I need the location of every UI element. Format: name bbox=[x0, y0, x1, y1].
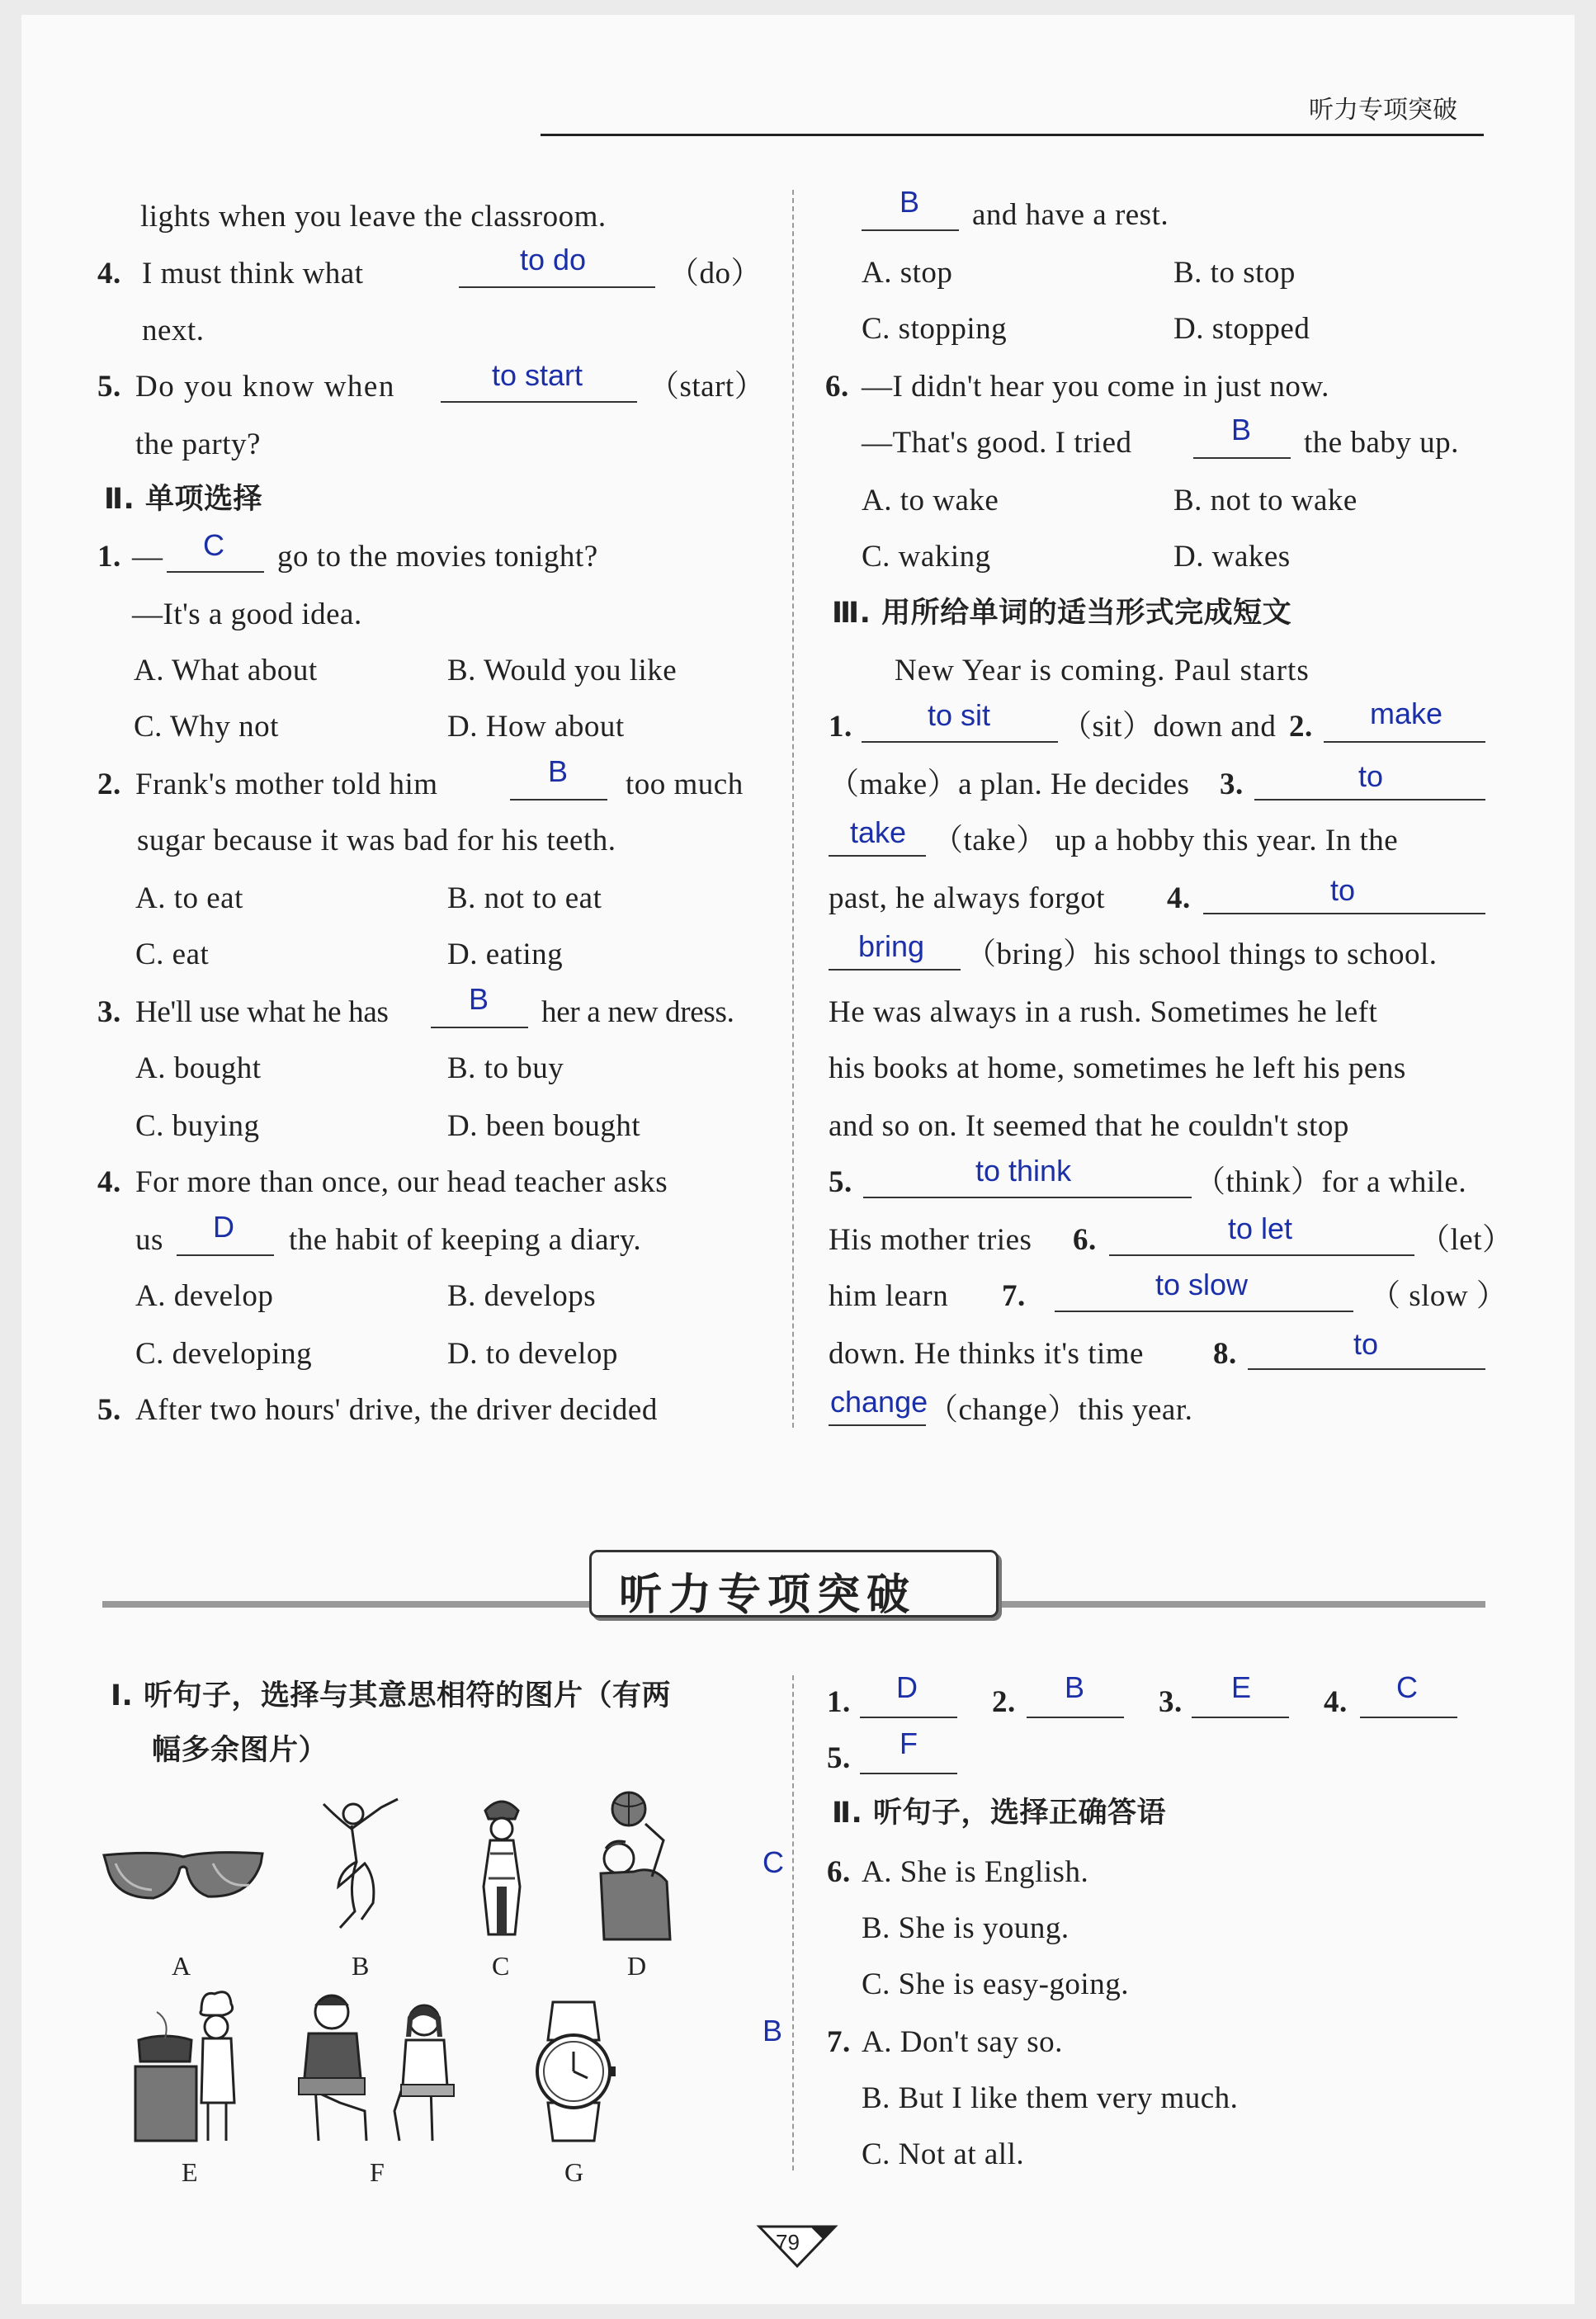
blank-line bbox=[1193, 457, 1291, 459]
dancer-icon bbox=[315, 1796, 406, 1936]
option: A. What about bbox=[134, 654, 318, 687]
picture-label: F bbox=[370, 2157, 385, 2187]
answer-text: to bbox=[1353, 1327, 1379, 1361]
question-text: After two hours' drive, the driver decided bbox=[135, 1393, 658, 1427]
q-number: 4. bbox=[97, 1165, 121, 1199]
blank-line bbox=[1324, 741, 1485, 743]
passage-text: （ slow ） bbox=[1370, 1279, 1508, 1313]
answer-text: D bbox=[213, 1210, 234, 1244]
question-text: too much bbox=[626, 767, 744, 801]
answer-text: take bbox=[850, 815, 907, 849]
answer-text: D bbox=[896, 1670, 918, 1704]
question-text: next. bbox=[142, 314, 205, 347]
picture-label: C bbox=[492, 1951, 510, 1981]
answer-text: C bbox=[763, 1845, 784, 1879]
question-text: Do you know when bbox=[135, 370, 395, 404]
q-number: 4. bbox=[97, 257, 121, 290]
passage-line: his books at home, sometimes he left his pens bbox=[829, 1051, 1406, 1085]
blank-number: 3. bbox=[1220, 767, 1244, 801]
option: D. How about bbox=[447, 710, 625, 744]
option: A. Don't say so. bbox=[862, 2025, 1063, 2059]
option: C. Why not bbox=[134, 710, 279, 744]
answer-text: F bbox=[900, 1726, 918, 1760]
page bbox=[21, 15, 1575, 2304]
question-text: For more than once, our head teacher asks bbox=[135, 1165, 668, 1199]
answer-text: C bbox=[203, 528, 224, 562]
option: C. She is easy-going. bbox=[862, 1967, 1129, 2001]
picture-label: E bbox=[182, 2157, 198, 2187]
reply-text: —It's a good idea. bbox=[132, 597, 362, 631]
blank-number: 7. bbox=[1002, 1279, 1026, 1313]
answer-text: to do bbox=[520, 243, 587, 276]
blank-line bbox=[167, 571, 264, 573]
q-number: 3. bbox=[97, 995, 121, 1029]
banner-title: 听力专项突破 bbox=[619, 1570, 917, 1620]
blank-line bbox=[441, 401, 637, 403]
blank-line bbox=[1360, 1717, 1457, 1718]
option: C. eat bbox=[135, 938, 210, 971]
option: B. not to eat bbox=[447, 881, 602, 915]
q-number: 5. bbox=[97, 1393, 121, 1427]
picture-label: B bbox=[352, 1951, 370, 1981]
option: A. bought bbox=[135, 1051, 262, 1085]
passage-text: （change）this year. bbox=[928, 1393, 1193, 1427]
option: B. not to wake bbox=[1173, 484, 1358, 517]
passage-text: （think）for a while. bbox=[1195, 1165, 1467, 1199]
dash: — bbox=[132, 540, 163, 574]
passage-text: His mother tries bbox=[829, 1223, 1032, 1257]
hint-text: （do） bbox=[668, 257, 762, 290]
answer-text: to think bbox=[975, 1154, 1072, 1188]
blank-line bbox=[1109, 1254, 1414, 1256]
picture-label: G bbox=[564, 2157, 584, 2187]
blank-line bbox=[1192, 1717, 1289, 1718]
blank-line bbox=[1254, 799, 1485, 801]
column-divider bbox=[792, 190, 794, 1428]
question-text: I must think what bbox=[142, 257, 364, 290]
blank-line bbox=[1055, 1311, 1353, 1312]
blank-number: 4. bbox=[1324, 1685, 1348, 1719]
blank-number: 3. bbox=[1159, 1685, 1183, 1719]
picture-label: A bbox=[172, 1951, 191, 1981]
answer-text: to slow bbox=[1155, 1268, 1249, 1301]
question-text: her a new dress. bbox=[541, 995, 734, 1029]
answer-text: to bbox=[1358, 759, 1384, 793]
question-text: He'll use what he has bbox=[135, 995, 389, 1029]
blank-line bbox=[1027, 1717, 1124, 1718]
option: C. developing bbox=[135, 1337, 313, 1371]
answer-text: B bbox=[763, 2014, 783, 2047]
blank-number: 4. bbox=[1167, 881, 1191, 915]
blank-number: 6. bbox=[1073, 1223, 1097, 1257]
answer-text: B bbox=[469, 982, 489, 1016]
page-number: 79 bbox=[776, 2230, 800, 2255]
basketball-player-icon bbox=[588, 1791, 687, 1944]
q-number: 6. bbox=[827, 1855, 851, 1889]
passage-text: （sit）down and bbox=[1061, 710, 1277, 744]
option: D. to develop bbox=[447, 1337, 618, 1371]
question-text: the habit of keeping a diary. bbox=[289, 1223, 642, 1257]
question-text: Frank's mother told him bbox=[135, 767, 438, 801]
section-heading: 幅多余图片） bbox=[152, 1734, 328, 1767]
blank-line bbox=[177, 1254, 274, 1256]
answer-text: bring bbox=[858, 929, 925, 963]
q-number: 5. bbox=[97, 370, 121, 404]
question-text: us bbox=[135, 1223, 163, 1257]
answer-text: to start bbox=[492, 358, 583, 392]
option: A. to wake bbox=[862, 484, 999, 517]
column-divider bbox=[792, 1675, 794, 2170]
option: D. wakes bbox=[1173, 540, 1291, 574]
blank-line bbox=[459, 286, 655, 288]
option: D. stopped bbox=[1173, 312, 1310, 346]
question-text: sugar because it was bad for his teeth. bbox=[137, 824, 616, 857]
q-number: 1. bbox=[97, 540, 121, 574]
passage-text: （take） up a hobby this year. In the bbox=[933, 824, 1399, 857]
blank-line bbox=[860, 1717, 957, 1718]
passage-line: He was always in a rush. Sometimes he left bbox=[829, 995, 1378, 1029]
blank-line bbox=[510, 799, 607, 801]
option: B. But I like them very much. bbox=[862, 2081, 1239, 2115]
blank-line bbox=[862, 741, 1058, 743]
blank-line bbox=[829, 1424, 926, 1426]
q-number: 2. bbox=[97, 767, 121, 801]
opera-performer-icon bbox=[469, 1796, 535, 1940]
option: C. stopping bbox=[862, 312, 1008, 346]
section-heading: Ⅱ. 单项选择 bbox=[104, 483, 263, 516]
passage-text: past, he always forgot bbox=[829, 881, 1106, 915]
option: A. to eat bbox=[135, 881, 243, 915]
option: C. Not at all. bbox=[862, 2137, 1025, 2171]
passage-line: New Year is coming. Paul starts bbox=[895, 654, 1310, 687]
question-text: —I didn't hear you come in just now. bbox=[862, 370, 1329, 404]
blank-line bbox=[1203, 913, 1485, 914]
option: A. She is English. bbox=[862, 1855, 1089, 1889]
section-heading: Ⅱ. 听句子，选择正确答语 bbox=[832, 1797, 1167, 1830]
passage-line: and so on. It seemed that he couldn't stop bbox=[829, 1109, 1349, 1143]
text-line: lights when you leave the classroom. bbox=[140, 200, 607, 234]
section-heading: Ⅲ. 用所给单词的适当形式完成短文 bbox=[832, 597, 1292, 630]
watch-icon bbox=[528, 2000, 619, 2142]
question-text: the baby up. bbox=[1304, 426, 1459, 460]
option: B. Would you like bbox=[447, 654, 678, 687]
option: B. She is young. bbox=[862, 1911, 1070, 1945]
answer-text: to sit bbox=[928, 698, 991, 732]
blank-number: 5. bbox=[829, 1165, 852, 1199]
answer-text: to let bbox=[1228, 1211, 1293, 1245]
passage-text: （bring）his school things to school. bbox=[966, 938, 1438, 971]
blank-line bbox=[829, 855, 926, 857]
header-title: 听力专项突破 bbox=[1309, 96, 1457, 125]
option: D. been bought bbox=[447, 1109, 641, 1143]
answer-text: change bbox=[830, 1385, 928, 1419]
blank-number: 5. bbox=[827, 1741, 851, 1775]
blank-line bbox=[863, 1197, 1192, 1198]
answer-text: B bbox=[1231, 413, 1252, 446]
passage-text: him learn bbox=[829, 1279, 949, 1313]
answer-text: to bbox=[1330, 873, 1356, 907]
question-text: —That's good. I tried bbox=[862, 426, 1132, 460]
answer-text: B bbox=[548, 754, 569, 788]
q-number: 6. bbox=[825, 370, 849, 404]
section-heading: Ⅰ. 听句子，选择与其意思相符的图片（有两 bbox=[111, 1679, 672, 1712]
answer-text: make bbox=[1370, 697, 1443, 730]
question-text: and have a rest. bbox=[972, 198, 1169, 232]
answer-text: B bbox=[900, 185, 920, 219]
blank-line bbox=[431, 1027, 528, 1028]
blank-number: 2. bbox=[992, 1685, 1016, 1719]
option: C. waking bbox=[862, 540, 991, 574]
option: B. develops bbox=[447, 1279, 597, 1313]
blank-line bbox=[860, 1773, 957, 1774]
question-text: the party? bbox=[135, 427, 261, 461]
header-rule bbox=[541, 134, 1484, 136]
option: D. eating bbox=[447, 938, 564, 971]
blank-number: 1. bbox=[829, 710, 852, 744]
blank-number: 2. bbox=[1289, 710, 1313, 744]
picture-label: D bbox=[627, 1951, 647, 1981]
blank-number: 1. bbox=[827, 1685, 851, 1719]
option: A. develop bbox=[135, 1279, 274, 1313]
interview-icon bbox=[290, 1987, 464, 2144]
option: B. to stop bbox=[1173, 256, 1296, 290]
chef-icon bbox=[132, 1987, 248, 2144]
answer-text: B bbox=[1065, 1670, 1085, 1704]
option: C. buying bbox=[135, 1109, 260, 1143]
question-text: go to the movies tonight? bbox=[277, 540, 598, 574]
sunglasses-icon bbox=[101, 1839, 266, 1921]
passage-text: down. He thinks it's time bbox=[829, 1337, 1144, 1371]
option: A. stop bbox=[862, 256, 953, 290]
option: B. to buy bbox=[447, 1051, 564, 1085]
hint-text: （start） bbox=[649, 370, 766, 404]
passage-text: （make）a plan. He decides bbox=[829, 767, 1190, 801]
answer-text: E bbox=[1231, 1670, 1252, 1704]
passage-text: （let） bbox=[1419, 1223, 1513, 1257]
q-number: 7. bbox=[827, 2025, 851, 2059]
blank-line bbox=[862, 229, 959, 231]
blank-line bbox=[1248, 1368, 1485, 1370]
answer-text: C bbox=[1396, 1670, 1418, 1704]
blank-line bbox=[829, 969, 961, 971]
blank-number: 8. bbox=[1213, 1337, 1237, 1371]
